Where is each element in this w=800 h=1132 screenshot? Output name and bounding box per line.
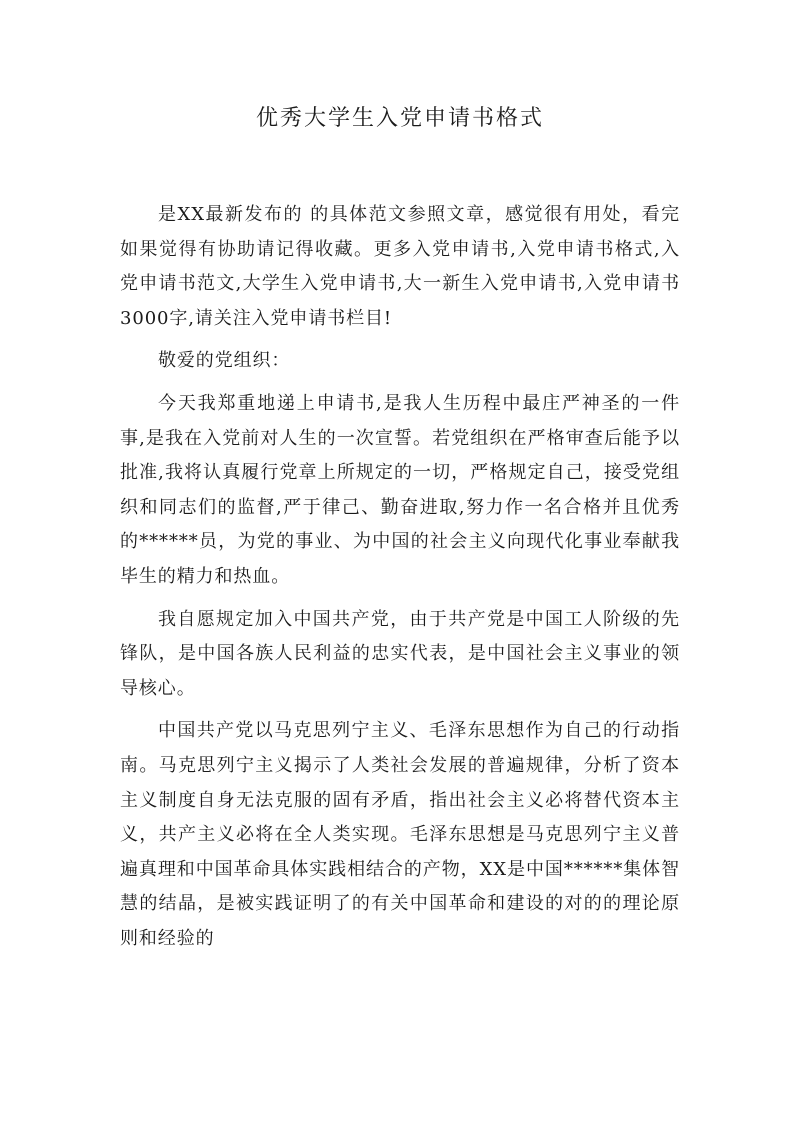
- body-paragraph-1: 今天我郑重地递上申请书,是我人生历程中最庄严神圣的一件事,是我在入党前对人生的一次宣誓。若党组织在严格审查后能予以批准,我将认真履行党章上所规定的一切，严格规定自己，接受党组织和同志们的监督,严于律己、勤奋进取,努力作一名合格并且优秀的******员，为党的事业、为中国的社会主义向现代化事业奉献我毕生的精力和热血。: [120, 392, 680, 587]
- intro-paragraph: 是XX最新发布的 的具体范文参照文章，感觉很有用处，看完如果觉得有协助请记得收藏。更多入党申请书,入党申请书格式,入党申请书范文,大学生入党申请书,大一新生入党申请书,入党申请书3000字,请关注入党申请书栏目!: [120, 204, 680, 329]
- body-paragraph-2: 我自愿规定加入中国共产党，由于共产党是中国工人阶级的先锋队，是中国各族人民利益的忠实代表，是中国社会主义事业的领导核心。: [120, 608, 680, 699]
- document-title: 优秀大学生入党申请书格式: [255, 106, 544, 131]
- body-paragraph-3: 中国共产党以马克思列宁主义、毛泽东思想作为自己的行动指南。马克思列宁主义揭示了人类社会发展的普遍规律，分析了资本主义制度自身无法克服的固有矛盾，指出社会主义必将替代资本主义，共产主义必将在全人类实现。毛泽东思想是马克思列宁主义普遍真理和中国革命具体实践相结合的产物，XX是中国******集体智慧的结晶，是被实践证明了的有关中国革命和建设的对的的理论原则和经验的: [120, 720, 680, 949]
- salutation-paragraph: 敬爱的党组织：: [158, 350, 291, 372]
- document-body: [120, 198, 680, 956]
